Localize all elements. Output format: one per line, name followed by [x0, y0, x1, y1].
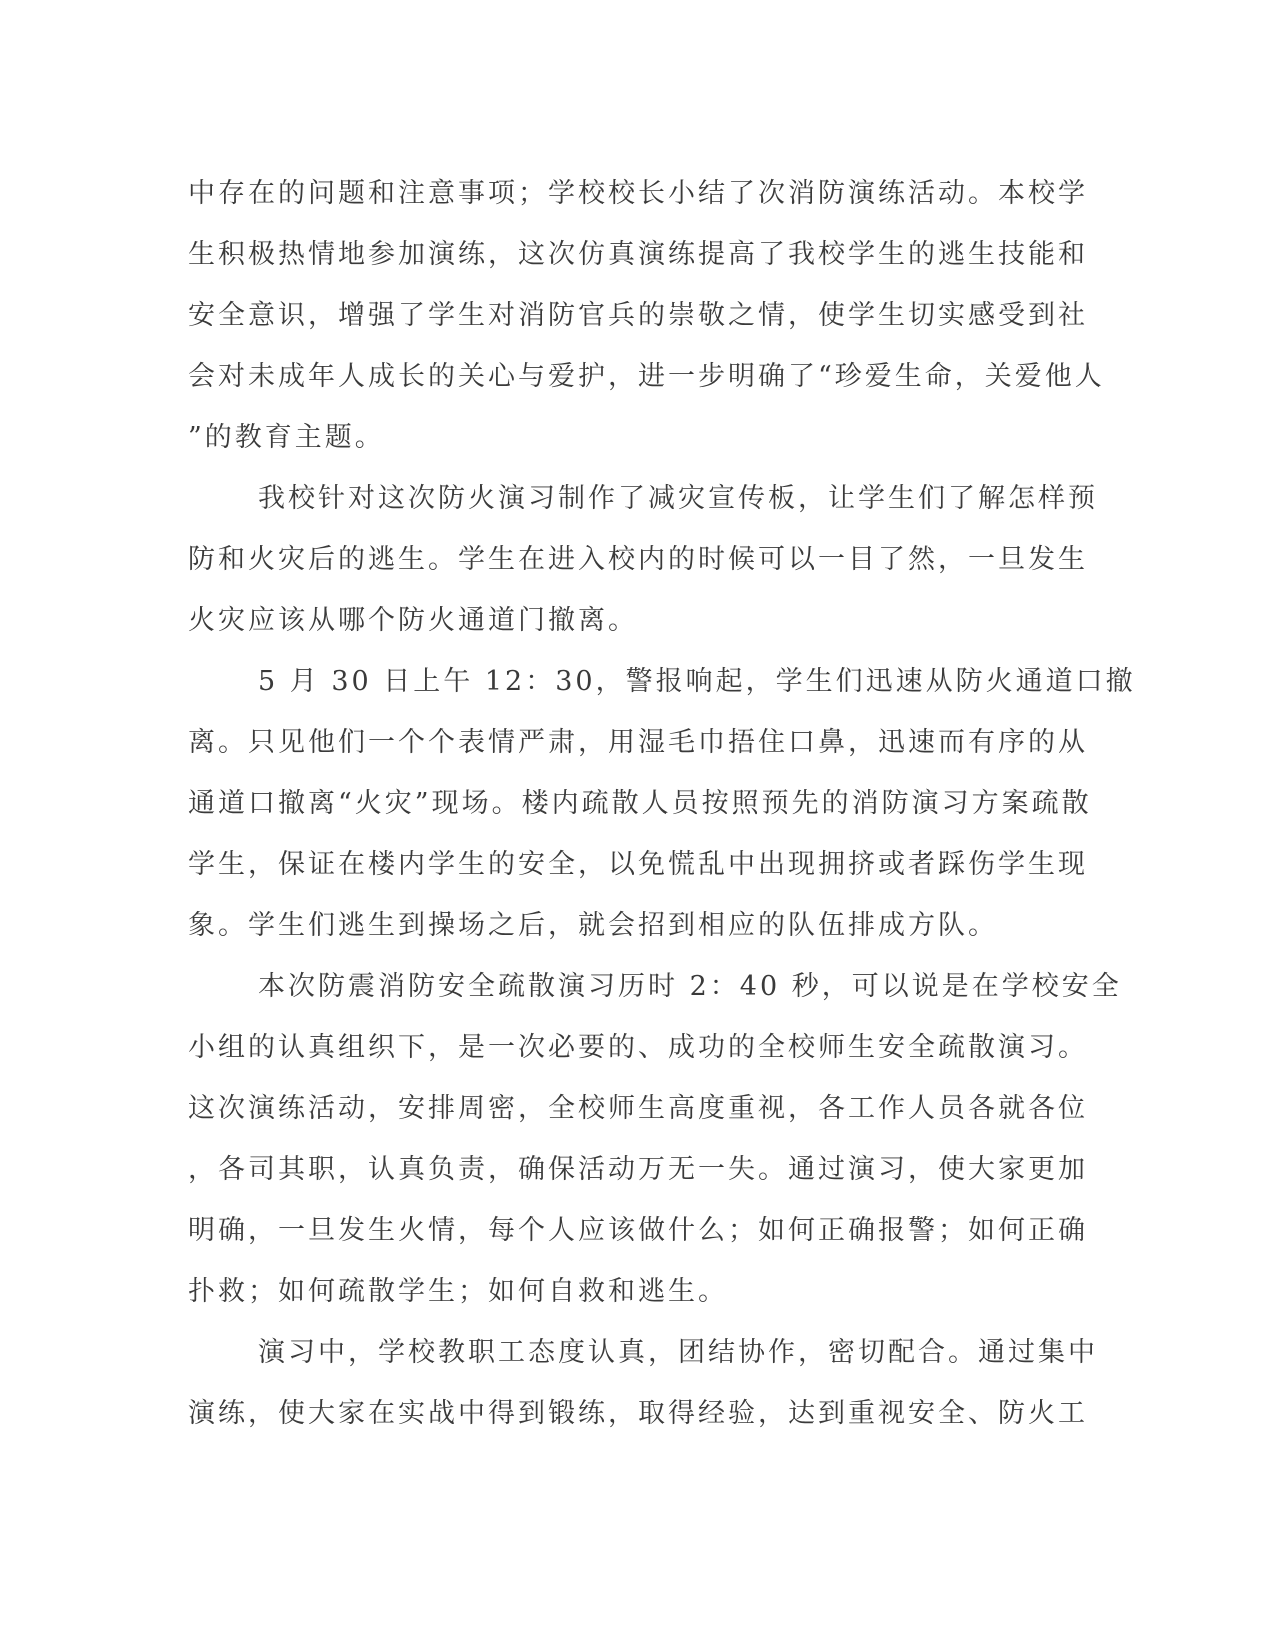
paragraph [188, 956, 1122, 1322]
text-line: 生积极热情地参加演练，这次仿真演练提高了我校学生的逃生技能和 [188, 239, 1088, 270]
text-line: 小组的认真组织下，是一次必要的、成功的全校师生安全疏散演习。 [188, 1032, 1088, 1063]
text-line: 防和火灾后的逃生。学生在进入校内的时候可以一目了然，一旦发生 [188, 544, 1088, 575]
text-line: 象。学生们逃生到操场之后，就会招到相应的队伍排成方队。 [188, 910, 998, 941]
paragraph [188, 163, 1105, 468]
text-line: 本次防震消防安全疏散演习历时 2：40 秒，可以说是在学校安全 [258, 971, 1122, 1002]
text-line: 演习中，学校教职工态度认真，团结协作，密切配合。通过集中 [258, 1337, 1098, 1368]
document-body [188, 163, 1136, 1444]
text-line: 5 月 30 日上午 12：30，警报响起，学生们迅速从防火通道口撤 [258, 666, 1136, 697]
text-line: 通道口撤离“火灾”现场。楼内疏散人员按照预先的消防演习方案疏散 [188, 788, 1092, 819]
text-line: ，各司其职，认真负责，确保活动万无一失。通过演习，使大家更加 [188, 1154, 1088, 1185]
text-line: 我校针对这次防火演习制作了减灾宣传板，让学生们了解怎样预 [258, 483, 1098, 514]
text-line: 会对未成年人成长的关心与爱护，进一步明确了“珍爱生命，关爱他人 [188, 361, 1105, 392]
text-line: 离。只见他们一个个表情严肃，用湿毛巾捂住口鼻，迅速而有序的从 [188, 727, 1088, 758]
text-line: 明确，一旦发生火情，每个人应该做什么；如何正确报警；如何正确 [188, 1215, 1088, 1246]
paragraph [188, 1322, 1098, 1444]
text-line: 演练，使大家在实战中得到锻练，取得经验，达到重视安全、防火工 [188, 1398, 1088, 1429]
text-line: 安全意识，增强了学生对消防官兵的崇敬之情，使学生切实感受到社 [188, 300, 1088, 331]
text-line: 学生，保证在楼内学生的安全，以免慌乱中出现拥挤或者踩伤学生现 [188, 849, 1088, 880]
text-line: ”的教育主题。 [188, 422, 385, 453]
text-line: 火灾应该从哪个防火通道门撤离。 [188, 605, 638, 636]
text-line: 这次演练活动，安排周密，全校师生高度重视，各工作人员各就各位 [188, 1093, 1088, 1124]
text-line: 扑救；如何疏散学生；如何自救和逃生。 [188, 1276, 728, 1307]
paragraph [188, 468, 1098, 651]
paragraph [188, 651, 1136, 956]
text-line: 中存在的问题和注意事项；学校校长小结了次消防演练活动。本校学 [188, 178, 1088, 209]
